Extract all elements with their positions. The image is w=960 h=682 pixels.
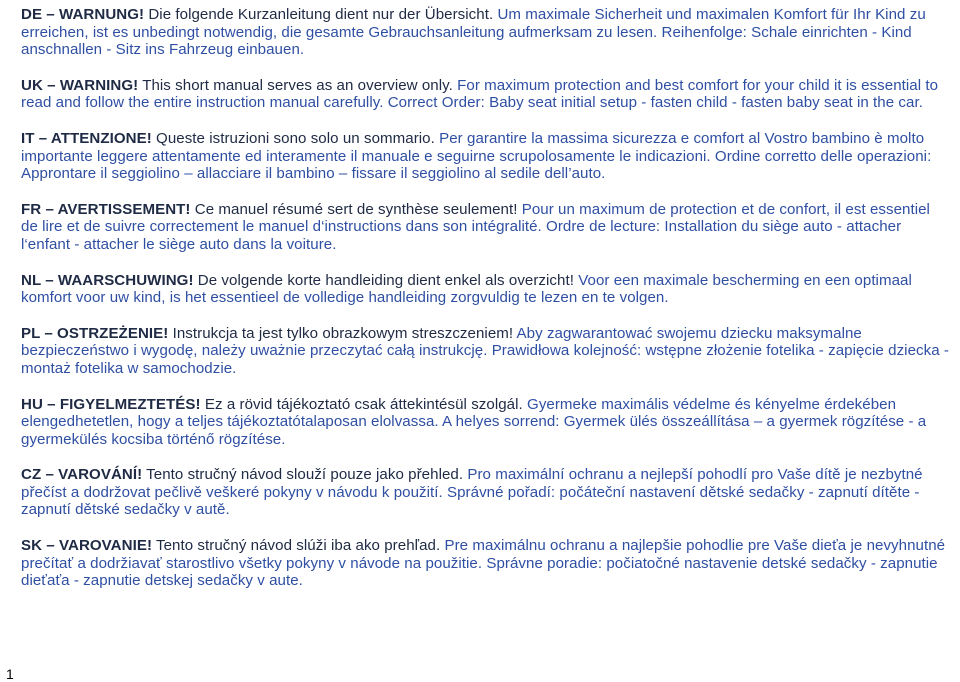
body-text: Aby zagwarantować swojemu dziecku maksymalne bezpieczeństwo i wygodę, należy uważnie przeczytać całą instrukcję. Prawidłowa kolejność: wstępne złożenie fotelika - zapięcie dziecka - montaż fotelika w samochodzie. [21,324,949,377]
intro-text: Ez a rövid tájékoztató csak áttekintésül szolgál. [200,395,523,413]
section-nl [21,272,951,307]
intro-text: This short manual serves as an overview only. [138,76,453,94]
section-uk [21,77,951,112]
body-text: Per garantire la massima sicurezza e comfort al Vostro bambino è molto importante leggere attentamente ed interamente il manuale e seguirne scrupolosamente le indicazioni. Ordine corretto delle operazioni: Approntare il seggiolino – allacciare il bambino – fissare il seggiolino al sedile dell’auto. [21,129,932,183]
section-cz [21,466,951,519]
body-text: Um maximale Sicherheit und maximalen Komfort für Ihr Kind zu erreichen, ist es unbedingt notwendig, die gesamte Gebrauchsanleitung aufmerksam zu lesen. Reihenfolge: Schale einrichten - Kind anschnallen - Sitz ins Fahrzeug einbauen. [21,6,926,59]
intro-text: Instrukcja ta jest tylko obrazkowym streszczeniem! [168,324,514,342]
intro-text: De volgende korte handleiding dient enkel als overzicht! [193,271,574,289]
body-text: Gyermeke maximális védelme és kényelme érdekében elengedhetetlen, hogy a teljes tájékoztatótalaposan elolvassa. A helyes sorrend: Gyermek ülés összeállítása – a gyermek rögzítése - a gyermekülés kocsiba történő rögzítése. [21,395,927,448]
body-text: For maximum protection and best comfort for your child it is essential to read and follow the entire instruction manual carefully. Correct Order: Baby seat initial setup - fasten child - fasten baby seat in the car. [21,76,939,112]
warning-heading: DE – WARNUNG! [21,6,145,23]
warning-heading: FR – AVERTISSEMENT! [21,200,191,218]
body-text: Pro maximální ochranu a nejlepší pohodlí pro Vaše dítě je nezbytné přečíst a dodržovat pečlivě veškeré pokyny v návodu k použití. Správné pořadí: počáteční nastavení dětské sedačky - zapnutí dítěte - zapnutí dětské sedačky v autě. [21,466,923,519]
body-text: Pre maximálnu ochranu a najlepšie pohodlie pre Vaše dieťa je nevyhnutné prečítať a dodržiavať starostlivo všetky pokyny v návode na použitie. Správne poradie: počiatočné nastavenie detské sedačky - zapnutie dieťaťa - zapnutie detskej sedačky v aute. [21,537,946,590]
section-it [21,130,951,183]
intro-text: Tento stručný návod slúži iba ako prehľad. [152,537,441,555]
body-text: Pour un maximum de protection et de confort, il est essentiel de lire et de suivre correctement le manuel d‘instructions dans son intégralité. Ordre de lecture: Installation du siège auto - attacher l‘enfant - attacher le siège auto dans la voiture. [21,200,930,253]
warning-heading: IT – ATTENZIONE! [21,129,152,147]
section-fr [21,201,951,254]
body-text: Voor een maximale bescherming en een optimaal komfort voor uw kind, is het essentieel de volledige handleiding zorgvuldig te lezen en te volgen. [21,271,912,307]
intro-text: Tento stručný návod slouží pouze jako přehled. [142,466,464,484]
warning-heading: HU – FIGYELMEZTETÉS! [21,395,201,413]
section-sk [21,537,951,590]
section-pl [21,325,951,378]
warning-heading: PL – OSTRZEŻENIE! [21,324,169,342]
warning-heading: SK – VAROVANIE! [21,537,153,555]
section-hu [21,396,951,449]
warning-heading: CZ – VAROVÁNÍ! [21,466,143,484]
page-number: 1 [6,666,14,682]
intro-text: Die folgende Kurzanleitung dient nur der Übersicht. [144,6,494,23]
intro-text: Queste istruzioni sono solo un sommario. [151,129,435,147]
warning-heading: NL – WAARSCHUWING! [21,271,194,289]
section-de [21,6,951,59]
instruction-text-block [21,6,951,608]
intro-text: Ce manuel résumé sert de synthèse seulement! [190,200,518,218]
warning-heading: UK – WARNING! [21,76,139,94]
